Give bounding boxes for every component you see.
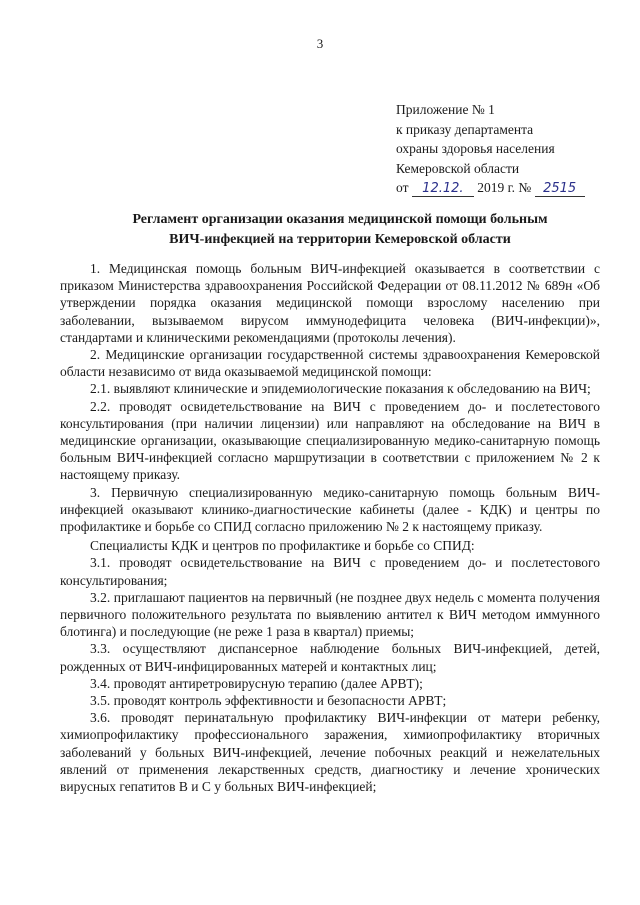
paragraph-3-5: 3.5. проводят контроль эффективности и безопасности АРВТ; [90,693,447,709]
appendix-line-3: охраны здоровья населения [396,141,555,156]
paragraph-1: 1. Медицинская помощь больным ВИЧ-инфекцией оказывается в соответствии с приказом Министерства здравоохранения Российской Федерации от 08.11.2012 № 689н «Об утверждении порядка оказания медицинской помощи взрослому населению при заболевании, вызываемом вирусом иммунодефицита человека (ВИЧ-инфекции)», стандартами и клиническими рекомендациями (протоколы лечения). [60,261,600,345]
title-line-2: ВИЧ-инфекцией на территории Кемеровской области [169,231,511,247]
appendix-line-1: Приложение № 1 [396,102,495,117]
handwritten-order-number: 2515 [535,181,585,197]
appendix-line-2: к приказу департамента [396,121,534,137]
appendix-line-4: Кемеровской области [396,160,520,176]
paragraph-specialists: Специалисты КДК и центров по профилактике и борьбе со СПИД: [90,538,475,554]
paragraph-3-6: 3.6. проводят перинатальную профилактику ВИЧ-инфекции от матери ребенку, химиопрофилактику профессионального заражения, химиопрофилактику вторичных заболеваний у больных ВИЧ-инфекцией, лечение побочных реакций и нежелательных явлений от применения лекарственных средств, диагностику и лечение хронических вирусных гепатитов В и С у больных ВИЧ-инфекцией; [60,710,600,795]
title-line-1: Регламент организации оказания медицинской помощи больным [132,212,548,227]
appendix-date-line [396,178,626,198]
page-number: 3 [316,36,324,51]
paragraph-2-1: 2.1. выявляют клинические и эпидемиологические показания к обследованию на ВИЧ; [90,381,591,397]
paragraph-2-2: 2.2. проводят освидетельствование на ВИЧ с проведением до- и послетестового консультирования (при наличии лицензии) или направляют на обследование на ВИЧ в медицинские организации, оказывающие специализированную медико-санитарную помощь больным ВИЧ-инфекцией согласно маршрутизации в соответствии с приложением № 2 к настоящему приказу. [60,398,600,483]
handwritten-date: 12.12. [412,181,474,197]
date-prefix: от [396,180,409,195]
paragraph-3-1: 3.1. проводят освидетельствование на ВИЧ с проведением до- и послетестового консультирования; [60,555,600,588]
paragraph-3-2: 3.2. приглашают пациентов на первичный (не позднее двух недель с момента получения первичного положительного результата по выявлению антител к ВИЧ методом иммунного блотинга) и последующие (не реже 1 раза в квартал) приемы; [60,589,600,640]
paragraph-3-3: 3.3. осуществляют диспансерное наблюдение больных ВИЧ-инфекцией, детей, рожденных от ВИЧ-инфицированных матерей и контактных лиц; [60,641,600,674]
paragraph-3-4: 3.4. проводят антиретровирусную терапию (далее АРВТ); [90,675,423,691]
appendix-header [396,100,626,198]
order-year: 2019 г. № [477,180,532,195]
paragraph-3: 3. Первичную специализированную медико-санитарную помощь больным ВИЧ-инфекцией оказывают клинико-диагностические кабинеты (далее - КДК) и центры по профилактике и борьбе со СПИД согласно приложению № 2 к настоящему приказу. [60,484,600,535]
document-body [60,260,600,795]
document-title [60,210,620,249]
paragraph-2: 2. Медицинские организации государственной системы здравоохранения Кемеровской области независимо от вида оказываемой медицинской помощи: [60,347,600,380]
